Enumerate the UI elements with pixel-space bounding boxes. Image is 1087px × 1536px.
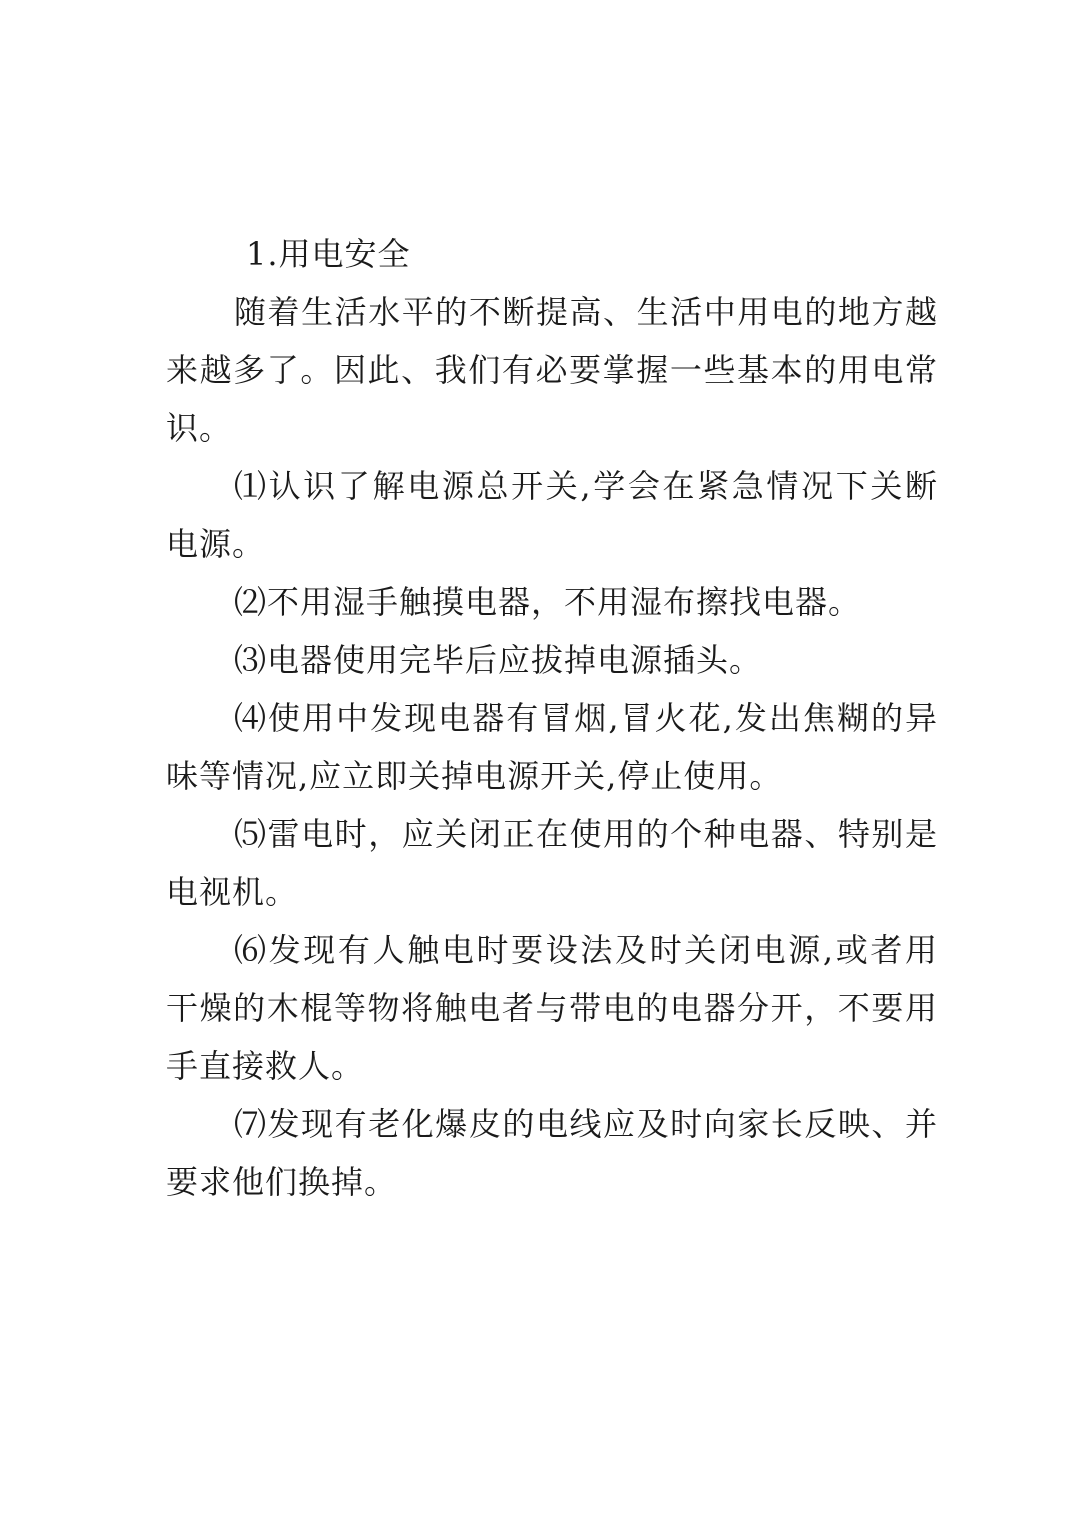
safety-item-5: ⑸雷电时，应关闭正在使用的个种电器、特别是电视机。 — [166, 815, 938, 911]
section-heading: 1.用电安全 — [246, 235, 411, 273]
document-body — [166, 225, 938, 1211]
safety-item-6: ⑹发现有人触电时要设法及时关闭电源,或者用干燥的木棍等物将触电者与带电的电器分开，不要用手直接救人。 — [166, 931, 938, 1085]
safety-item-4: ⑷使用中发现电器有冒烟,冒火花,发出焦糊的异味等情况,应立即关掉电源开关,停止使用。 — [166, 699, 938, 795]
intro-paragraph: 随着生活水平的不断提高、生活中用电的地方越来越多了。因此、我们有必要掌握一些基本的用电常识。 — [166, 293, 938, 447]
safety-item-3: ⑶电器使用完毕后应拔掉电源插头。 — [234, 641, 763, 679]
safety-item-1: ⑴认识了解电源总开关,学会在紧急情况下关断电源。 — [166, 467, 938, 563]
safety-item-7: ⑺发现有老化爆皮的电线应及时向家长反映、并要求他们换掉。 — [166, 1105, 938, 1201]
safety-item-2: ⑵不用湿手触摸电器，不用湿布擦找电器。 — [234, 583, 862, 621]
